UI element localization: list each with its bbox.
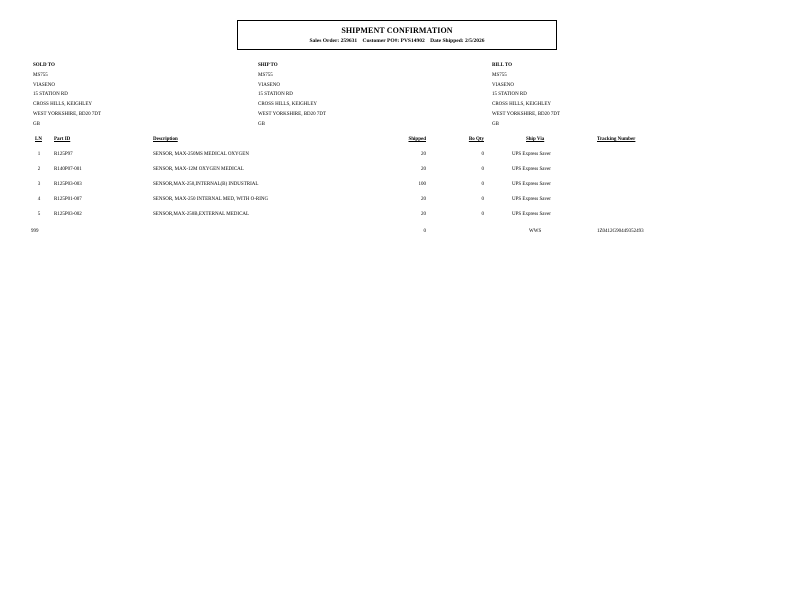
row-ln: 3 bbox=[37, 182, 41, 187]
freight-shipped: 0 bbox=[423, 229, 426, 234]
row-part-id: R140P07-001 bbox=[54, 167, 82, 172]
sold-to-line: WEST YORKSHIRE, BD20 7DT bbox=[33, 111, 102, 117]
bill-to-line: GB bbox=[492, 121, 499, 127]
sold-to-line: VIASENO bbox=[33, 82, 55, 88]
sold-to-line: 15 STATION RD bbox=[33, 92, 68, 98]
row-ship-via: UPS Express Saver bbox=[512, 167, 551, 172]
row-bo-qty: 0 bbox=[481, 152, 484, 157]
sales-order: Sales Order: 259631 bbox=[309, 38, 358, 44]
sold-to-block bbox=[33, 61, 101, 130]
row-shipped: 20 bbox=[421, 167, 426, 172]
row-ln: 4 bbox=[37, 197, 41, 202]
bill-to-line: MS755 bbox=[492, 72, 507, 78]
row-bo-qty: 0 bbox=[481, 212, 484, 217]
row-shipped: 20 bbox=[421, 212, 426, 217]
row-ship-via: UPS Express Saver bbox=[512, 212, 551, 217]
sold-to-header: SOLD TO bbox=[33, 63, 55, 68]
table-row bbox=[0, 152, 792, 162]
row-description: SENSOR, MAX-12M OXYGEN MEDICAL bbox=[153, 167, 244, 172]
row-ln: 1 bbox=[37, 152, 41, 157]
row-description: SENSOR, MAX-250MS MEDICAL OXYGEN bbox=[153, 152, 249, 157]
document-title: SHIPMENT CONFIRMATION bbox=[341, 26, 453, 35]
bill-to-line: CROSS HILLS, KEIGHLEY bbox=[492, 102, 552, 108]
bill-to-line: WEST YORKSHIRE, BD20 7DT bbox=[492, 111, 561, 117]
ship-to-line: MS755 bbox=[258, 72, 273, 78]
freight-tracking-number: 1Z0412G90449352493 bbox=[597, 229, 644, 234]
col-header-ln: LN bbox=[35, 137, 42, 142]
bill-to-header: BILL TO bbox=[492, 63, 512, 68]
freight-ln: 999 bbox=[31, 229, 39, 234]
row-description: SENSOR, MAX-250 INTERNAL MED, WITH O-RING bbox=[153, 197, 269, 202]
row-bo-qty: 0 bbox=[481, 182, 484, 187]
row-shipped: 20 bbox=[421, 197, 426, 202]
col-header-shipped: Shipped bbox=[408, 137, 426, 142]
col-header-bo-qty: Bo Qty bbox=[468, 137, 484, 142]
ship-to-line: VIASENO bbox=[258, 82, 280, 88]
row-part-id: R125P97 bbox=[54, 152, 73, 157]
sold-to-line: CROSS HILLS, KEIGHLEY bbox=[33, 102, 93, 108]
row-bo-qty: 0 bbox=[481, 167, 484, 172]
row-ln: 2 bbox=[37, 167, 41, 172]
date-shipped: Date Shipped: 2/5/2026 bbox=[430, 38, 485, 44]
ship-to-block bbox=[258, 61, 326, 130]
ship-to-line: GB bbox=[258, 121, 265, 127]
row-ship-via: UPS Express Saver bbox=[512, 152, 551, 157]
row-ln: 5 bbox=[37, 212, 41, 217]
ship-to-line: WEST YORKSHIRE, BD20 7DT bbox=[258, 111, 327, 117]
row-part-id: R125P01-007 bbox=[54, 197, 82, 202]
ship-to-header: SHIP TO bbox=[258, 63, 278, 68]
col-header-ship-via: Ship Via bbox=[526, 137, 545, 142]
row-description: SENSOR,MAX-250B,EXTERNAL MEDICAL bbox=[153, 212, 250, 217]
document-subtitle bbox=[238, 38, 556, 44]
col-header-description: Description bbox=[153, 137, 178, 142]
table-row bbox=[0, 212, 792, 222]
row-part-id: R125P03-003 bbox=[54, 182, 82, 187]
row-bo-qty: 0 bbox=[481, 197, 484, 202]
ship-to-line: CROSS HILLS, KEIGHLEY bbox=[258, 102, 318, 108]
col-header-tracking-number: Tracking Number bbox=[597, 137, 636, 142]
ship-to-line: 15 STATION RD bbox=[258, 92, 293, 98]
table-row bbox=[0, 167, 792, 177]
customer-po: Customer PO#: PVS14902 bbox=[362, 38, 425, 44]
bill-to-block bbox=[492, 61, 560, 130]
row-part-id: R125P03-002 bbox=[54, 212, 82, 217]
col-header-part-id: Part ID bbox=[54, 137, 71, 142]
document-title-box bbox=[237, 20, 557, 50]
row-ship-via: UPS Express Saver bbox=[512, 182, 551, 187]
freight-ship-via: WWS bbox=[529, 229, 542, 234]
sold-to-line: GB bbox=[33, 121, 40, 127]
bill-to-line: VIASENO bbox=[492, 82, 514, 88]
row-description: SENSOR,MAX-250,INTERNAL(B) INDUSTRIAL bbox=[153, 182, 259, 187]
row-shipped: 20 bbox=[421, 152, 426, 157]
row-shipped: 100 bbox=[418, 182, 426, 187]
sold-to-line: MS755 bbox=[33, 72, 48, 78]
table-row bbox=[0, 182, 792, 192]
row-ship-via: UPS Express Saver bbox=[512, 197, 551, 202]
table-row bbox=[0, 197, 792, 207]
bill-to-line: 15 STATION RD bbox=[492, 92, 527, 98]
freight-row bbox=[0, 229, 792, 239]
